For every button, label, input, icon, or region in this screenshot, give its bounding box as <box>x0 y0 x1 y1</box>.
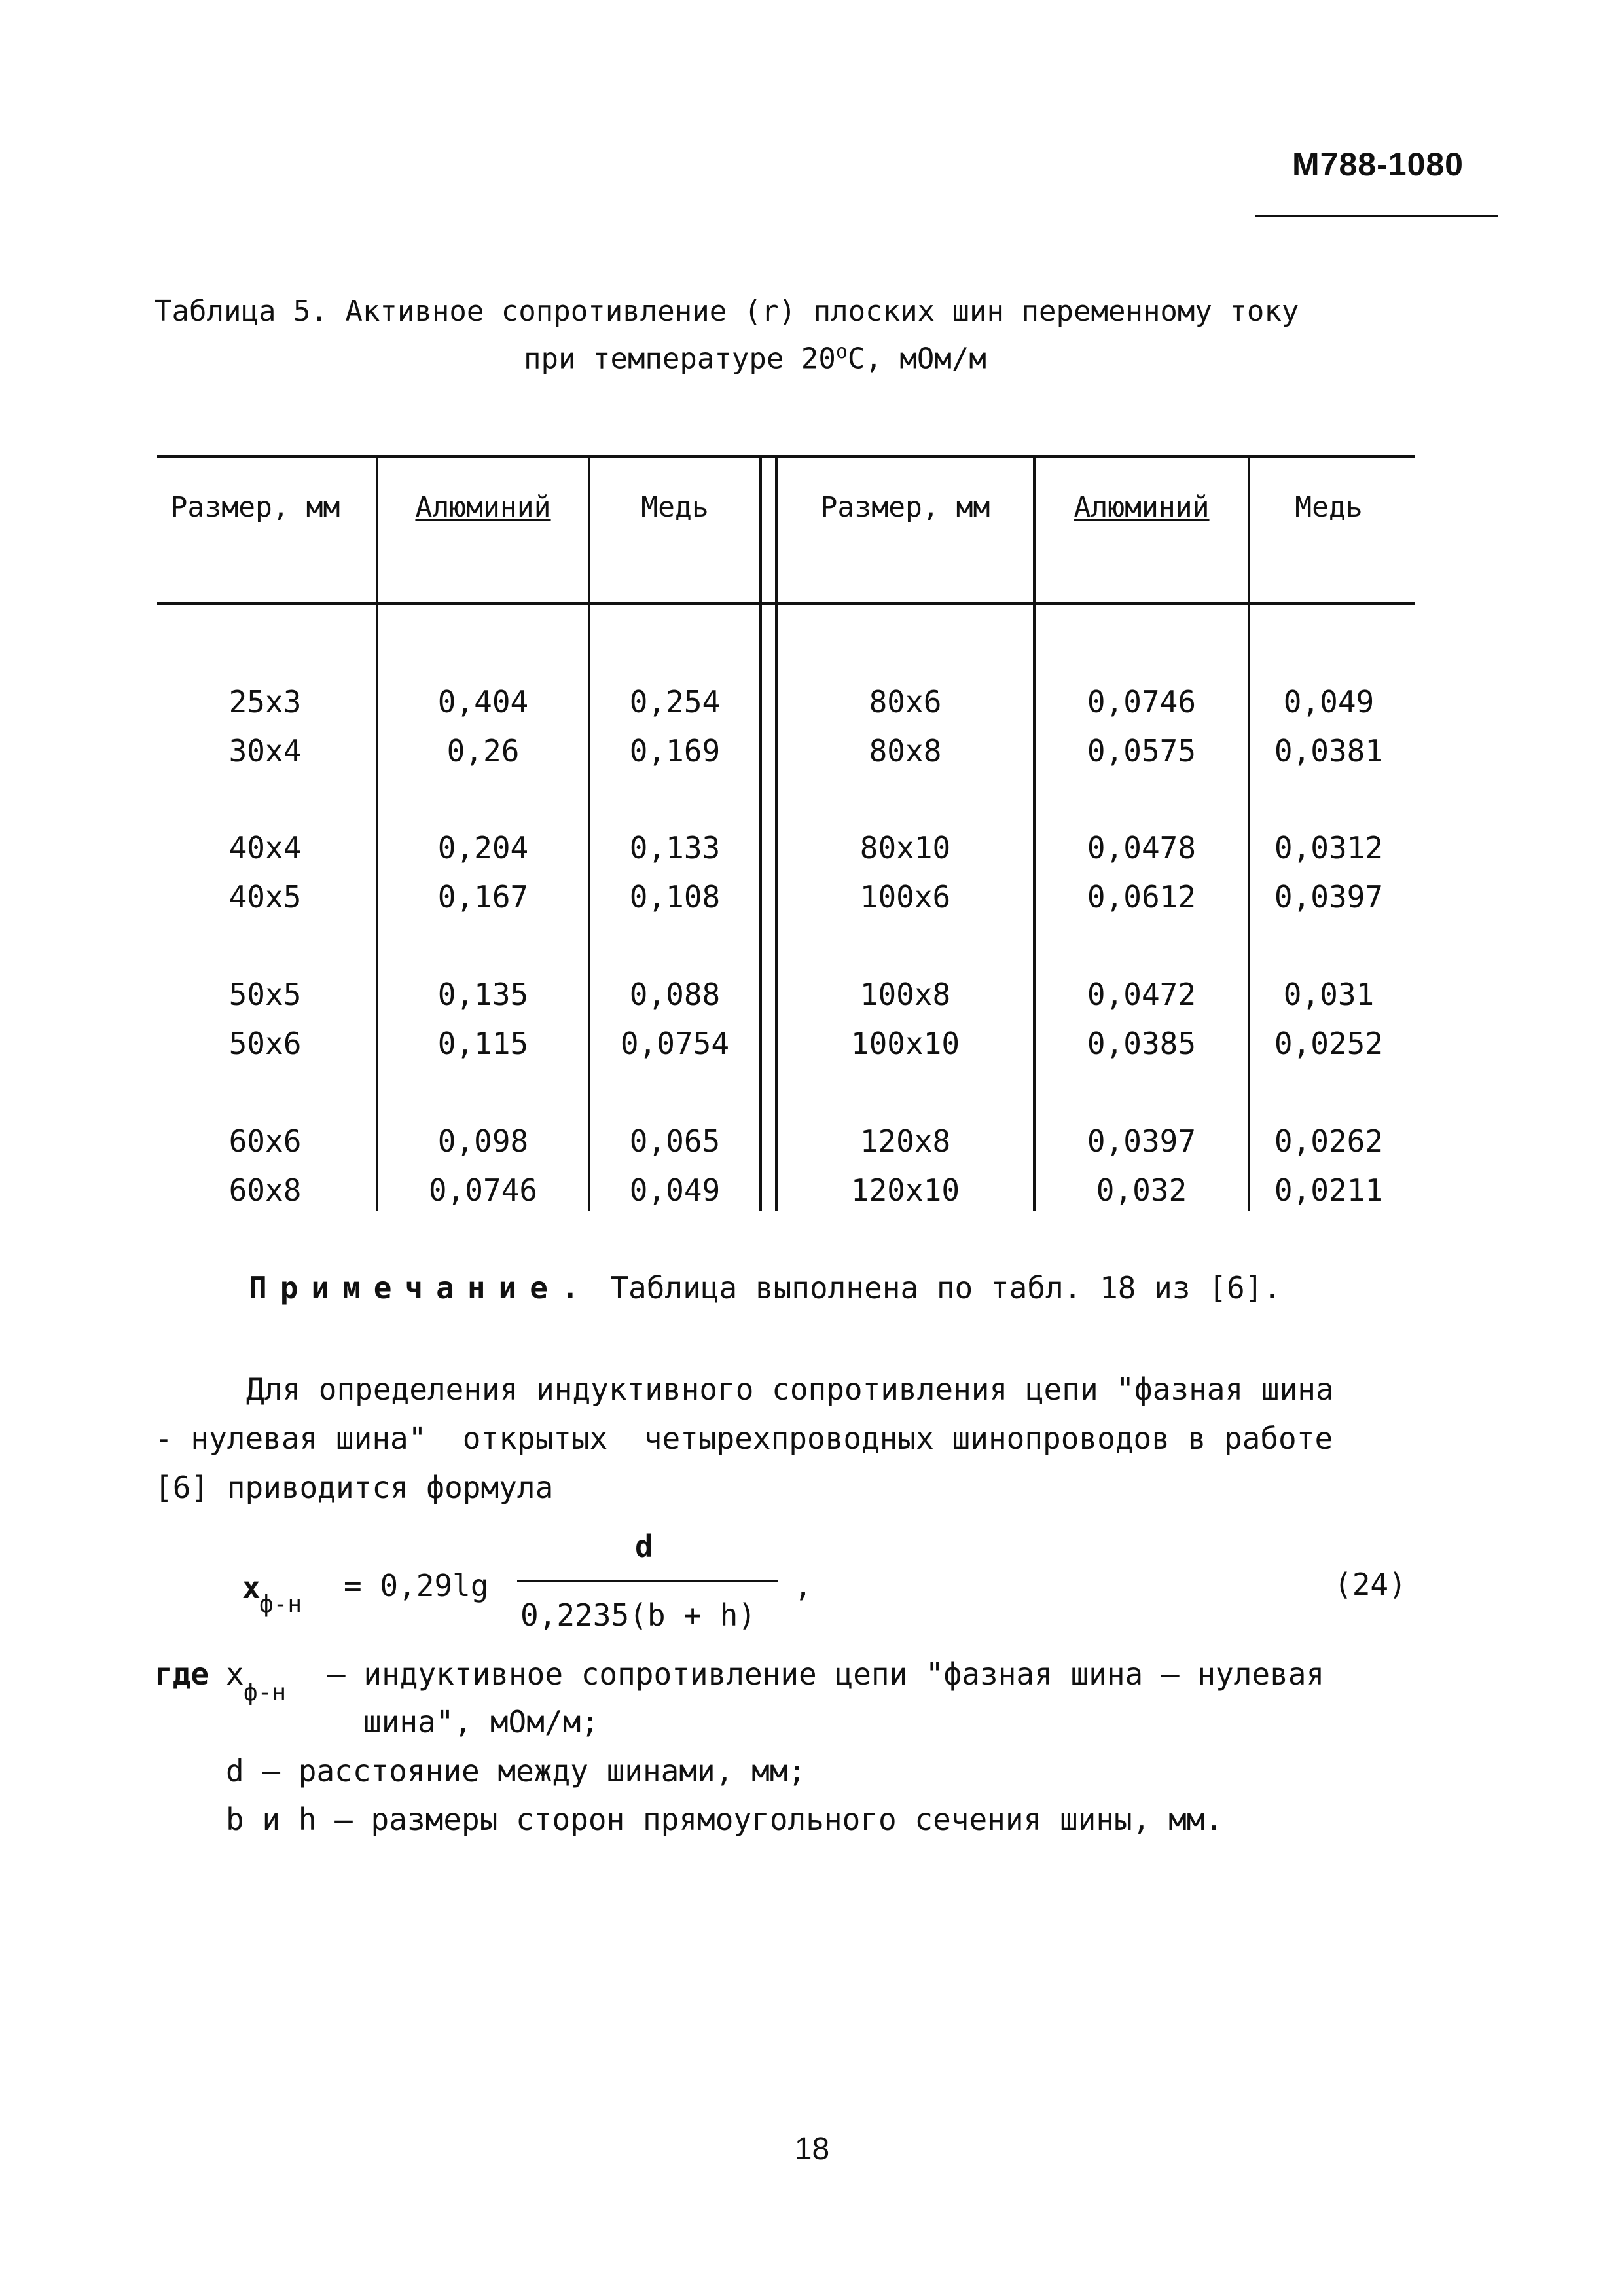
table-cell: 0,0211 <box>1274 1173 1384 1208</box>
table-cell: 80х6 <box>869 684 942 720</box>
table-cell: 50х6 <box>228 1026 302 1061</box>
table-caption: Таблица 5. Активное сопротивление (r) плоских шин переменному току <box>154 295 1299 328</box>
table-top-rule <box>157 455 1415 458</box>
table-cell: 0,049 <box>1283 684 1375 720</box>
table-cell: 80х10 <box>859 830 951 866</box>
definition-x-symbol: x <box>226 1656 244 1692</box>
table-cell: 40х4 <box>228 830 302 866</box>
table-cell: 0,0575 <box>1087 733 1197 769</box>
formula-lhs-subscript: ф-н <box>259 1591 302 1618</box>
formula-equals: = 0,29lg <box>344 1568 489 1603</box>
table-cell: 0,032 <box>1096 1173 1187 1208</box>
formula-lhs: x <box>242 1570 261 1605</box>
table-cell: 0,0754 <box>620 1026 730 1061</box>
definition-where: где <box>154 1656 209 1692</box>
table-cell: 0,0746 <box>428 1173 538 1208</box>
definition-x-text: – индуктивное сопротивление цепи "фазная шина – нулевая <box>327 1656 1325 1692</box>
table-cell: 0,0252 <box>1274 1026 1384 1061</box>
table-cell: 0,108 <box>629 879 721 915</box>
table-cell: 0,088 <box>629 977 721 1012</box>
definition-b-h: b и h – размеры сторон прямоугольного сечения шины, мм. <box>226 1802 1223 1837</box>
paragraph-line: [6] приводится формула <box>154 1470 554 1505</box>
caption-suffix: С, мОм/м <box>847 342 986 376</box>
formula-number: (24) <box>1334 1567 1407 1602</box>
table-cell: 0,0385 <box>1087 1026 1197 1061</box>
table-cell: 25х3 <box>228 684 302 720</box>
table-cell: 100х6 <box>859 879 951 915</box>
table-cell: 120х10 <box>850 1173 960 1208</box>
paragraph-line: Для определения индуктивного сопротивления цепи "фазная шина <box>246 1372 1334 1407</box>
table-cell: 0,0312 <box>1274 830 1384 866</box>
table-note <box>249 1270 1281 1305</box>
note-text: Таблица выполнена по табл. 18 из [6]. <box>610 1270 1282 1305</box>
table-cell: 0,031 <box>1283 977 1375 1012</box>
formula-comma: , <box>794 1568 812 1603</box>
table-cell: 0,204 <box>437 830 529 866</box>
note-label: Примечание. <box>249 1270 592 1305</box>
table-cell: 0,0472 <box>1087 977 1197 1012</box>
table-cell: 0,0262 <box>1274 1123 1384 1159</box>
table-cell: 120х8 <box>859 1123 951 1159</box>
header-copper: Медь <box>641 491 709 524</box>
table-cell: 0,115 <box>437 1026 529 1061</box>
table-cell: 40х5 <box>228 879 302 915</box>
table-cell: 0,065 <box>629 1123 721 1159</box>
table-cell: 0,0746 <box>1087 684 1197 720</box>
table-cell: 80х8 <box>869 733 942 769</box>
table-cell: 0,404 <box>437 684 529 720</box>
degree-superscript: о <box>835 340 848 363</box>
page-number: 18 <box>794 2132 830 2166</box>
header-aluminium-2: Алюминий <box>1074 491 1210 524</box>
table-header-rule <box>157 602 1415 605</box>
table-cell: 0,049 <box>629 1173 721 1208</box>
header-copper-2: Медь <box>1295 491 1363 524</box>
table-cell: 0,098 <box>437 1123 529 1159</box>
table-cell: 0,167 <box>437 879 529 915</box>
definition-x-subscript: ф-н <box>244 1679 287 1706</box>
table-cell: 0,254 <box>629 684 721 720</box>
table-cell: 0,0397 <box>1274 879 1384 915</box>
header-rule <box>1255 215 1498 217</box>
header-size: Размер, мм <box>170 491 340 524</box>
table-cell: 0,26 <box>446 733 520 769</box>
table-cell: 0,0478 <box>1087 830 1197 866</box>
paragraph-line: - нулевая шина" открытых четырехпроводных шинопроводов в работе <box>154 1421 1333 1456</box>
fraction-bar <box>517 1580 778 1582</box>
formula-denominator: 0,2235(b + h) <box>520 1597 757 1633</box>
table-cell: 60х6 <box>228 1123 302 1159</box>
caption-prefix: при температуре 20 <box>524 342 836 376</box>
table-cell: 0,135 <box>437 977 529 1012</box>
table-cell: 0,0612 <box>1087 879 1197 915</box>
header-size-2: Размер, мм <box>820 491 990 524</box>
document-code: М788-1080 <box>1292 146 1464 183</box>
formula-numerator: d <box>635 1529 653 1564</box>
table-cell: 100х8 <box>859 977 951 1012</box>
table-cell: 30х4 <box>228 733 302 769</box>
header-aluminium: Алюминий <box>415 491 551 524</box>
table-cell: 100х10 <box>850 1026 960 1061</box>
table-caption-units <box>524 340 1624 376</box>
table-cell: 60х8 <box>228 1173 302 1208</box>
definition-d: d – расстояние между шинами, мм; <box>226 1753 806 1789</box>
table-cell: 0,133 <box>629 830 721 866</box>
definition-x-text-cont: шина", мОм/м; <box>363 1704 600 1740</box>
table-cell: 0,0397 <box>1087 1123 1197 1159</box>
table-cell: 50х5 <box>228 977 302 1012</box>
table-cell: 0,0381 <box>1274 733 1384 769</box>
table-cell: 0,169 <box>629 733 721 769</box>
table-column-divider <box>759 455 762 1211</box>
